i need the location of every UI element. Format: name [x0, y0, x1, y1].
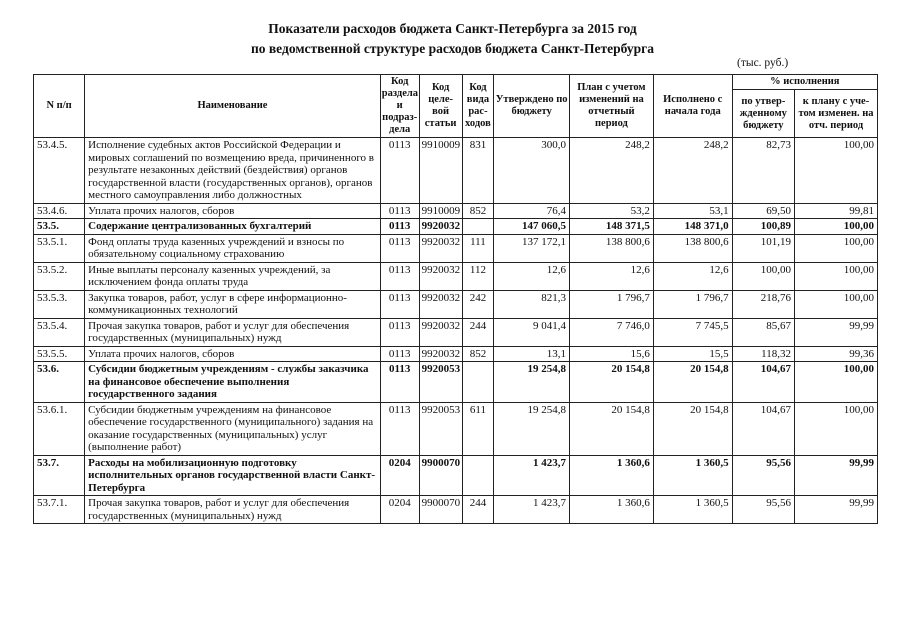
- row-section-code: 0113: [380, 203, 419, 219]
- row-kind-code: 244: [462, 496, 494, 524]
- row-pct-approved: 118,32: [732, 346, 794, 362]
- row-approved: 137 172,1: [494, 234, 570, 262]
- row-executed: 15,5: [653, 346, 732, 362]
- row-target-code: 9920032: [419, 346, 462, 362]
- row-kind-code: [462, 362, 494, 403]
- row-pct-approved: 100,89: [732, 219, 794, 235]
- report-title: Показатели расходов бюджета Санкт-Петербурга за 2015 год: [268, 21, 637, 36]
- row-plan: 7 746,0: [569, 318, 653, 346]
- row-number: 53.6.: [34, 362, 85, 403]
- row-approved: 9 041,4: [494, 318, 570, 346]
- table-row: [34, 318, 878, 346]
- row-pct-plan: 99,99: [795, 318, 878, 346]
- row-plan: 20 154,8: [569, 362, 653, 403]
- row-executed: 53,1: [653, 203, 732, 219]
- table-row: [34, 362, 878, 403]
- row-approved: 19 254,8: [494, 402, 570, 455]
- row-plan: 15,6: [569, 346, 653, 362]
- row-pct-plan: 99,81: [795, 203, 878, 219]
- row-plan: 1 360,6: [569, 455, 653, 496]
- row-name: Уплата прочих налогов, сборов: [85, 203, 381, 219]
- row-name: Прочая закупка товаров, работ и услуг для обеспечения государственных (муниципальных) нужд: [85, 496, 381, 524]
- row-number: 53.5.3.: [34, 290, 85, 318]
- header-approved: Утверждено по бюджету: [494, 75, 570, 138]
- row-executed: 248,2: [653, 138, 732, 204]
- row-name: Закупка товаров, работ, услуг в сфере информационно-коммуникационных технологий: [85, 290, 381, 318]
- row-section-code: 0113: [380, 219, 419, 235]
- row-target-code: 9920053: [419, 362, 462, 403]
- row-pct-plan: 100,00: [795, 290, 878, 318]
- row-section-code: 0204: [380, 496, 419, 524]
- row-kind-code: [462, 219, 494, 235]
- header-plan: План с учетом изменений на отчетный период: [569, 75, 653, 138]
- expenditure-table: [33, 74, 878, 524]
- header-percent-group: % исполнения: [732, 75, 877, 90]
- row-approved: 147 060,5: [494, 219, 570, 235]
- row-pct-plan: 100,00: [795, 219, 878, 235]
- row-kind-code: [462, 455, 494, 496]
- row-number: 53.7.1.: [34, 496, 85, 524]
- row-number: 53.5.: [34, 219, 85, 235]
- row-executed: 138 800,6: [653, 234, 732, 262]
- table-row: [34, 138, 878, 204]
- header-name: Наименование: [85, 75, 381, 138]
- row-executed: 148 371,0: [653, 219, 732, 235]
- row-kind-code: 831: [462, 138, 494, 204]
- row-target-code: 9900070: [419, 455, 462, 496]
- row-section-code: 0113: [380, 262, 419, 290]
- row-plan: 248,2: [569, 138, 653, 204]
- table-row: [34, 455, 878, 496]
- row-number: 53.5.5.: [34, 346, 85, 362]
- table-row: [34, 402, 878, 455]
- row-pct-plan: 99,99: [795, 455, 878, 496]
- table-row: [34, 496, 878, 524]
- row-name: Фонд оплаты труда казенных учреждений и взносы по обязательному социальному страхованию: [85, 234, 381, 262]
- row-name: Уплата прочих налогов, сборов: [85, 346, 381, 362]
- row-section-code: 0113: [380, 346, 419, 362]
- row-kind-code: 611: [462, 402, 494, 455]
- row-pct-plan: 100,00: [795, 362, 878, 403]
- row-target-code: 9920032: [419, 262, 462, 290]
- row-target-code: 9920053: [419, 402, 462, 455]
- row-number: 53.4.6.: [34, 203, 85, 219]
- row-executed: 20 154,8: [653, 362, 732, 403]
- row-target-code: 9910009: [419, 203, 462, 219]
- row-approved: 12,6: [494, 262, 570, 290]
- header-pct-plan: к плану с уче-том изменен. на отч. период: [795, 90, 878, 138]
- table-row: [34, 262, 878, 290]
- row-pct-approved: 85,67: [732, 318, 794, 346]
- row-section-code: 0113: [380, 318, 419, 346]
- row-plan: 53,2: [569, 203, 653, 219]
- row-pct-approved: 104,67: [732, 362, 794, 403]
- row-approved: 1 423,7: [494, 496, 570, 524]
- row-name: Прочая закупка товаров, работ и услуг для обеспечения государственных (муниципальных) нужд: [85, 318, 381, 346]
- row-executed: 1 796,7: [653, 290, 732, 318]
- row-section-code: 0113: [380, 290, 419, 318]
- row-pct-plan: 100,00: [795, 234, 878, 262]
- row-pct-plan: 100,00: [795, 402, 878, 455]
- header-kind-code: Код вида рас-ходов: [462, 75, 494, 138]
- row-pct-plan: 100,00: [795, 262, 878, 290]
- row-pct-approved: 95,56: [732, 496, 794, 524]
- row-section-code: 0204: [380, 455, 419, 496]
- row-pct-plan: 99,99: [795, 496, 878, 524]
- table-row: [34, 219, 878, 235]
- row-number: 53.7.: [34, 455, 85, 496]
- row-kind-code: 111: [462, 234, 494, 262]
- row-executed: 7 745,5: [653, 318, 732, 346]
- row-kind-code: 244: [462, 318, 494, 346]
- row-number: 53.5.4.: [34, 318, 85, 346]
- row-approved: 821,3: [494, 290, 570, 318]
- row-pct-approved: 100,00: [732, 262, 794, 290]
- header-executed: Исполнено с начала года: [653, 75, 732, 138]
- row-kind-code: 242: [462, 290, 494, 318]
- row-approved: 13,1: [494, 346, 570, 362]
- row-executed: 1 360,5: [653, 455, 732, 496]
- row-target-code: 9920032: [419, 219, 462, 235]
- header-num: N п/п: [34, 75, 85, 138]
- row-name: Субсидии бюджетным учреждениям - службы заказчика на финансовое обеспечение выполнения государственного задания: [85, 362, 381, 403]
- row-kind-code: 112: [462, 262, 494, 290]
- row-approved: 1 423,7: [494, 455, 570, 496]
- row-plan: 20 154,8: [569, 402, 653, 455]
- row-pct-approved: 69,50: [732, 203, 794, 219]
- row-approved: 300,0: [494, 138, 570, 204]
- table-row: [34, 290, 878, 318]
- row-target-code: 9900070: [419, 496, 462, 524]
- row-kind-code: 852: [462, 346, 494, 362]
- row-number: 53.4.5.: [34, 138, 85, 204]
- row-name: Исполнение судебных актов Российской Федерации и мировых соглашений по возмещению вреда, причиненного в результате незаконных действий (бездействия) органов государственной власти (государственных органов), органов местного самоуправления либо должностных: [85, 138, 381, 204]
- row-pct-approved: 95,56: [732, 455, 794, 496]
- row-target-code: 9920032: [419, 290, 462, 318]
- row-plan: 12,6: [569, 262, 653, 290]
- header-pct-approved: по утвер-жденному бюджету: [732, 90, 794, 138]
- row-number: 53.6.1.: [34, 402, 85, 455]
- row-pct-approved: 218,76: [732, 290, 794, 318]
- row-pct-plan: 99,36: [795, 346, 878, 362]
- row-number: 53.5.2.: [34, 262, 85, 290]
- row-section-code: 0113: [380, 362, 419, 403]
- table-row: [34, 346, 878, 362]
- row-pct-approved: 82,73: [732, 138, 794, 204]
- row-executed: 20 154,8: [653, 402, 732, 455]
- row-target-code: 9920032: [419, 234, 462, 262]
- row-pct-approved: 104,67: [732, 402, 794, 455]
- row-executed: 12,6: [653, 262, 732, 290]
- row-name: Расходы на мобилизационную подготовку исполнительных органов государственной власти Санкт-Петербурга: [85, 455, 381, 496]
- row-kind-code: 852: [462, 203, 494, 219]
- table-row: [34, 234, 878, 262]
- header-section-code: Код раздела и подраз-дела: [380, 75, 419, 138]
- row-section-code: 0113: [380, 234, 419, 262]
- row-target-code: 9910009: [419, 138, 462, 204]
- row-plan: 138 800,6: [569, 234, 653, 262]
- header-target-code: Код целе-вой статьи: [419, 75, 462, 138]
- row-number: 53.5.1.: [34, 234, 85, 262]
- row-plan: 1 796,7: [569, 290, 653, 318]
- row-plan: 148 371,5: [569, 219, 653, 235]
- row-name: Субсидии бюджетным учреждениям на финансовое обеспечение государственного (муниципального) задания на оказание государственных (муниципальных) услуг (выполнение работ): [85, 402, 381, 455]
- row-plan: 1 360,6: [569, 496, 653, 524]
- row-target-code: 9920032: [419, 318, 462, 346]
- report-subtitle: по ведомственной структуре расходов бюджета Санкт-Петербурга: [250, 41, 655, 56]
- row-pct-approved: 101,19: [732, 234, 794, 262]
- row-pct-plan: 100,00: [795, 138, 878, 204]
- row-approved: 76,4: [494, 203, 570, 219]
- row-executed: 1 360,5: [653, 496, 732, 524]
- table-row: [34, 203, 878, 219]
- row-section-code: 0113: [380, 138, 419, 204]
- row-name: Содержание централизованных бухгалтерий: [85, 219, 381, 235]
- row-approved: 19 254,8: [494, 362, 570, 403]
- row-section-code: 0113: [380, 402, 419, 455]
- row-name: Иные выплаты персоналу казенных учреждений, за исключением фонда оплаты труда: [85, 262, 381, 290]
- units-label: (тыс. руб.): [737, 57, 789, 69]
